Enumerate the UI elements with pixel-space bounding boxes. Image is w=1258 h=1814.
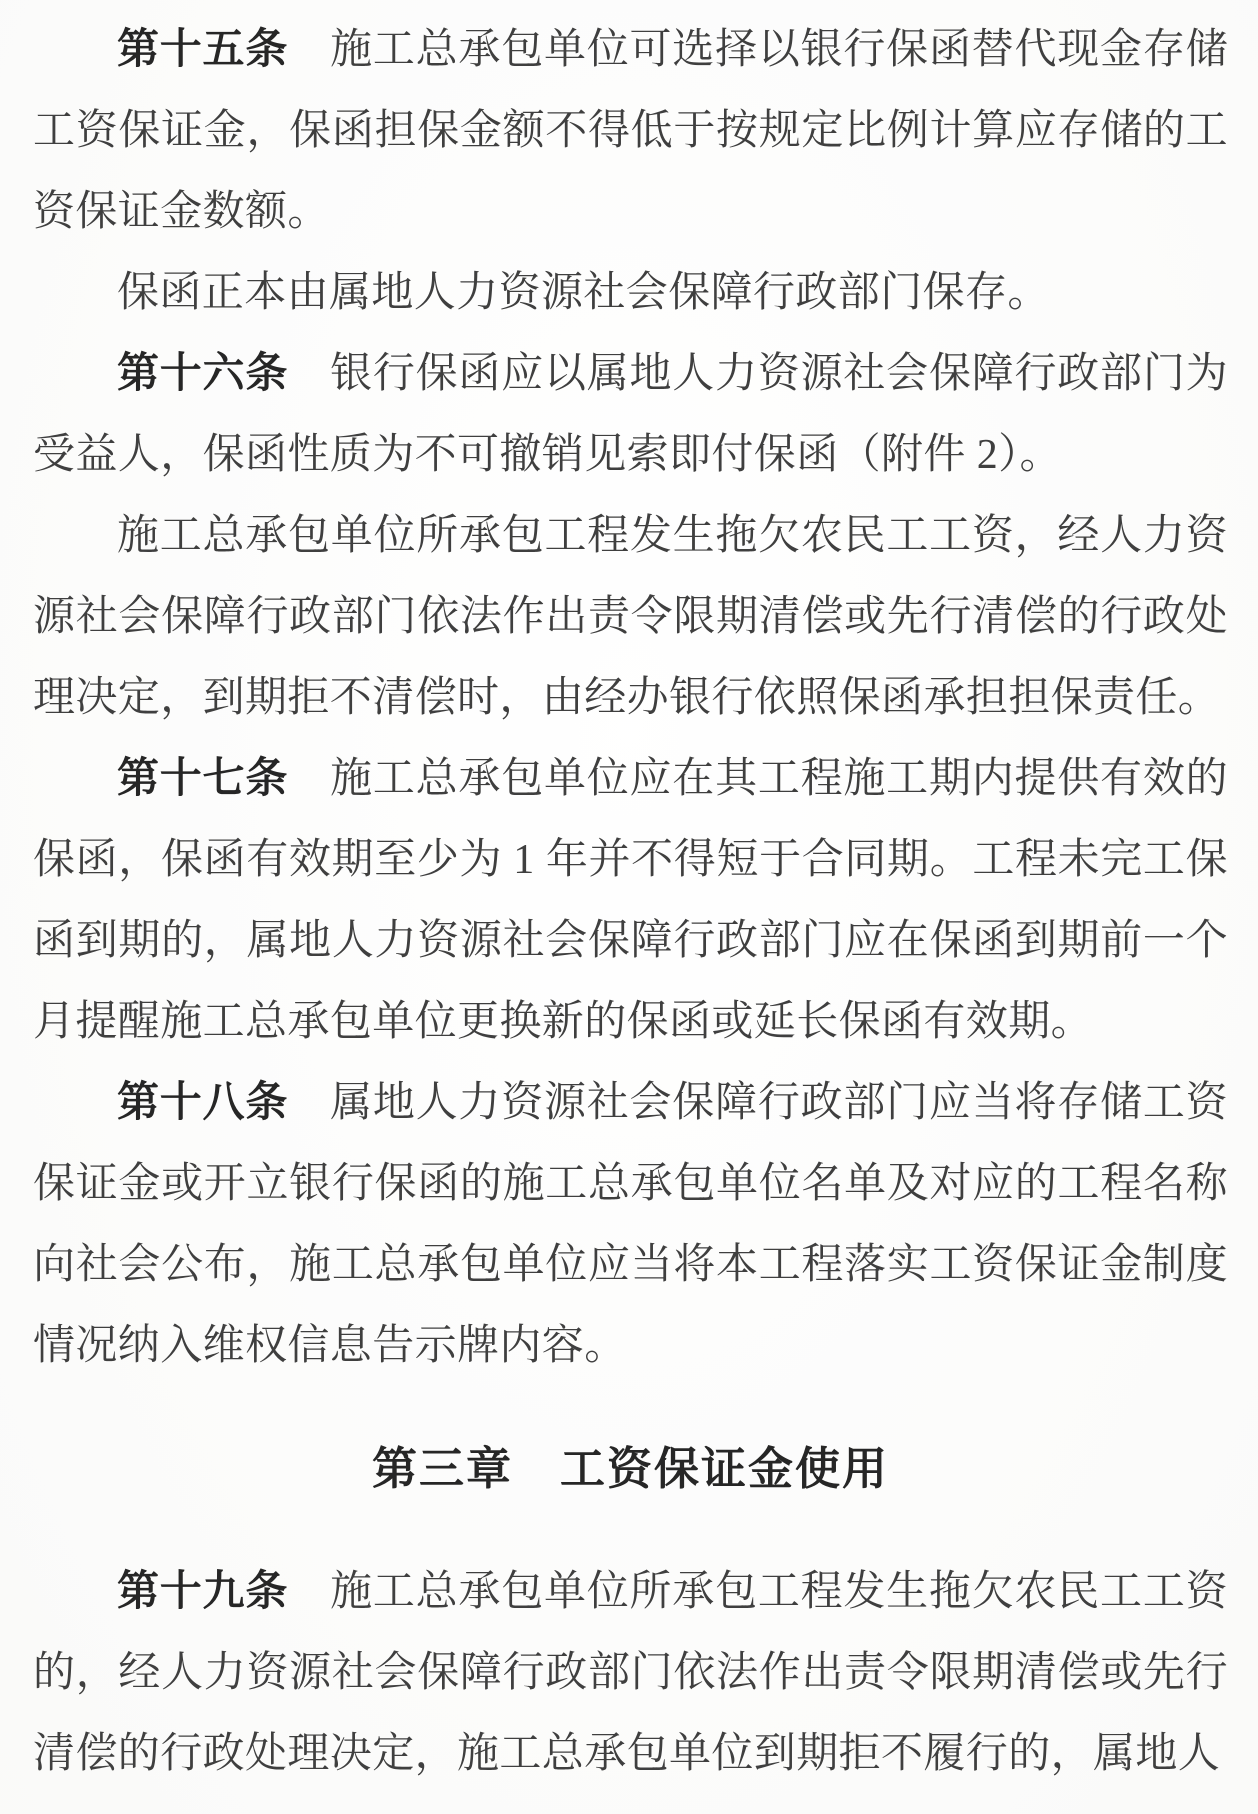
- article-19-number: 第十九条: [117, 1569, 289, 1615]
- article-18-paragraph: [33, 1063, 1228, 1387]
- chapter-3-heading: 第三章 工资保证金使用: [371, 1444, 889, 1494]
- article-15-note-text: 保函正本由属地人力资源社会保障行政部门保存。: [117, 270, 1050, 316]
- article-17-paragraph: [33, 739, 1228, 1063]
- article-16-second-paragraph-text: 施工总承包单位所承包工程发生拖欠农民工工资，经人力资源社会保障行政部门依法作出责令限期清偿或先行清偿的行政处理决定，到期拒不清偿时，由经办银行依照保函承担担保责任。: [33, 513, 1228, 721]
- article-16-paragraph: [33, 334, 1228, 496]
- article-19-text: 施工总承包单位所承包工程发生拖欠农民工工资的，经人力资源社会保障行政部门依法作出责令限期清偿或先行清偿的行政处理决定，施工总承包单位到期拒不履行的，属地人: [33, 1569, 1228, 1777]
- article-18-number: 第十八条: [117, 1080, 289, 1126]
- article-15-note-paragraph: [33, 253, 1228, 334]
- article-19-paragraph: [33, 1552, 1228, 1795]
- article-17-number: 第十七条: [117, 756, 289, 802]
- article-16-number: 第十六条: [117, 351, 289, 397]
- article-15-number: 第十五条: [117, 27, 289, 73]
- article-18-text: 属地人力资源社会保障行政部门应当将存储工资保证金或开立银行保函的施工总承包单位名单及对应的工程名称向社会公布，施工总承包单位应当将本工程落实工资保证金制度情况纳入维权信息告示牌内容。: [33, 1080, 1228, 1369]
- article-15-text: 施工总承包单位可选择以银行保函替代现金存储工资保证金，保函担保金额不得低于按规定比例计算应存储的工资保证金数额。: [33, 27, 1228, 235]
- article-16-second-paragraph: [33, 496, 1228, 739]
- article-15-paragraph: [33, 10, 1228, 253]
- article-16-text: 银行保函应以属地人力资源社会保障行政部门为受益人，保函性质为不可撤销见索即付保函（附件 2）。: [33, 351, 1228, 478]
- article-17-text: 施工总承包单位应在其工程施工期内提供有效的保函，保函有效期至少为 1 年并不得短于合同期。工程未完工保函到期的，属地人力资源社会保障行政部门应在保函到期前一个月提醒施工总承包单位更换新的保函或延长保函有效期。: [33, 756, 1228, 1045]
